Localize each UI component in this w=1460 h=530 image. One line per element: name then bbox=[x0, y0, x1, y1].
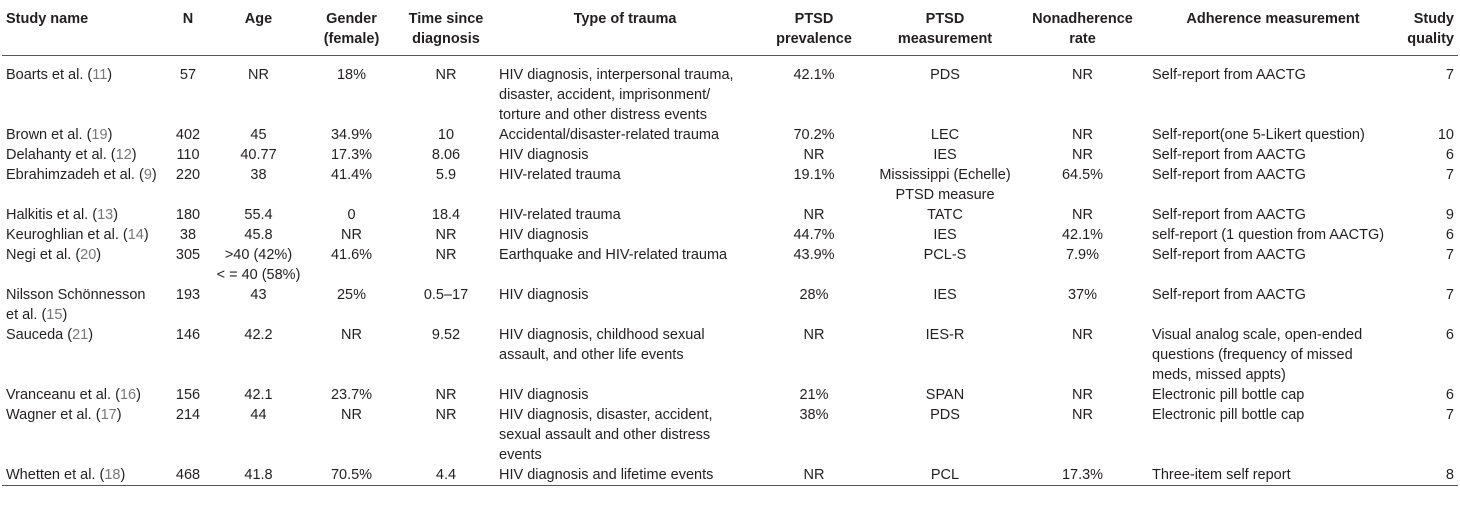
cell-n: 305 bbox=[175, 247, 201, 263]
cell-ptsd-measurement: PDS bbox=[930, 407, 960, 423]
reference-close-paren: ) bbox=[136, 387, 141, 403]
cell-n: 214 bbox=[175, 407, 201, 423]
table-row bbox=[2, 285, 1458, 325]
cell-time-since-diagnosis: 5.9 bbox=[435, 167, 457, 183]
cell-age: 38 bbox=[250, 167, 267, 183]
reference-close-paren: ) bbox=[131, 147, 137, 163]
cell-n: 220 bbox=[175, 167, 201, 183]
study-name-text: Wagner et al. ( bbox=[6, 407, 101, 423]
cell-nonadherence-rate: 64.5% bbox=[1061, 167, 1104, 183]
cell-time-since-diagnosis: NR bbox=[435, 387, 457, 403]
cell-type-of-trauma: Earthquake and HIV-related trauma bbox=[499, 247, 728, 263]
cell-ptsd-measurement: Mississippi (Echelle) PTSD measure bbox=[879, 167, 1011, 203]
reference-close-paren: ) bbox=[62, 307, 68, 323]
cell-time-since-diagnosis: NR bbox=[435, 247, 457, 263]
cell-gender: 41.6% bbox=[330, 247, 373, 263]
cell-time-since-diagnosis: 9.52 bbox=[431, 327, 461, 343]
cell-study-name bbox=[2, 225, 165, 245]
cell-gender: NR bbox=[341, 327, 362, 343]
cell-n: 57 bbox=[179, 67, 197, 83]
cell-study-quality: 6 bbox=[1445, 327, 1454, 343]
cell-n: 146 bbox=[175, 327, 201, 343]
reference-link[interactable]: 13 bbox=[97, 207, 114, 223]
reference-link[interactable]: 9 bbox=[143, 167, 152, 183]
reference-link[interactable]: 15 bbox=[46, 307, 63, 323]
cell-nonadherence-rate: NR bbox=[1072, 147, 1093, 163]
reference-link[interactable]: 11 bbox=[92, 67, 108, 83]
cell-ptsd-measurement: IES bbox=[933, 227, 957, 243]
cell-gender: 70.5% bbox=[330, 467, 373, 483]
study-name-text: Whetten et al. ( bbox=[6, 467, 105, 483]
cell-study-name bbox=[2, 125, 165, 145]
reference-close-paren: ) bbox=[113, 207, 119, 223]
cell-nonadherence-rate: 37% bbox=[1067, 287, 1098, 303]
cell-ptsd-measurement: SPAN bbox=[925, 387, 965, 403]
cell-time-since-diagnosis: 18.4 bbox=[431, 207, 461, 223]
cell-age: 44 bbox=[250, 407, 267, 423]
reference-close-paren: ) bbox=[116, 407, 122, 423]
cell-study-quality: 7 bbox=[1445, 167, 1454, 183]
reference-link[interactable]: 12 bbox=[115, 147, 132, 163]
cell-study-name bbox=[2, 165, 165, 205]
cell-n: 402 bbox=[175, 127, 201, 143]
cell-ptsd-measurement: TATC bbox=[927, 207, 963, 223]
cell-ptsd-prevalence: NR bbox=[803, 147, 825, 163]
cell-nonadherence-rate: NR bbox=[1072, 327, 1093, 343]
cell-study-quality: 6 bbox=[1445, 387, 1454, 403]
cell-nonadherence-rate: NR bbox=[1072, 407, 1093, 423]
cell-type-of-trauma: HIV diagnosis and lifetime events bbox=[499, 467, 714, 483]
cell-study-name bbox=[2, 465, 165, 486]
col-header-time-since-diagnosis: Time since diagnosis bbox=[408, 11, 484, 47]
cell-age: 40.77 bbox=[240, 147, 277, 163]
cell-study-name bbox=[2, 405, 165, 465]
cell-nonadherence-rate: NR bbox=[1072, 207, 1093, 223]
cell-n: 193 bbox=[175, 287, 201, 303]
cell-gender: NR bbox=[341, 407, 362, 423]
cell-time-since-diagnosis: NR bbox=[435, 227, 457, 243]
cell-gender: 17.3% bbox=[330, 147, 373, 163]
table-row bbox=[2, 385, 1458, 405]
cell-study-name bbox=[2, 285, 165, 325]
cell-ptsd-prevalence: 43.9% bbox=[793, 247, 835, 263]
cell-study-quality: 7 bbox=[1445, 407, 1454, 423]
cell-ptsd-measurement: IES bbox=[933, 287, 957, 303]
cell-ptsd-prevalence: 28% bbox=[799, 287, 829, 303]
cell-study-quality: 7 bbox=[1445, 67, 1454, 83]
cell-adherence-measurement: Three-item self report bbox=[1152, 467, 1291, 483]
cell-age: NR bbox=[248, 67, 269, 83]
cell-nonadherence-rate: NR bbox=[1072, 127, 1093, 143]
reference-close-paren: ) bbox=[143, 227, 149, 243]
table-row bbox=[2, 325, 1458, 385]
cell-study-quality: 9 bbox=[1445, 207, 1454, 223]
study-name-text: Brown et al. ( bbox=[6, 127, 92, 143]
cell-time-since-diagnosis: NR bbox=[435, 407, 457, 423]
studies-table bbox=[2, 4, 1458, 486]
reference-link[interactable]: 16 bbox=[119, 387, 137, 403]
cell-age: 45 bbox=[250, 127, 267, 143]
cell-ptsd-prevalence: 38% bbox=[799, 407, 829, 423]
cell-study-quality: 6 bbox=[1445, 147, 1454, 163]
col-header-n: N bbox=[182, 11, 194, 27]
reference-close-paren: ) bbox=[107, 67, 113, 83]
cell-type-of-trauma: Accidental/disaster-related trauma bbox=[499, 127, 720, 143]
cell-type-of-trauma: HIV diagnosis bbox=[499, 147, 589, 163]
study-name-text: Nilsson Schönnesson et al. ( bbox=[6, 287, 146, 323]
cell-type-of-trauma: HIV-related trauma bbox=[499, 167, 621, 183]
table-row bbox=[2, 465, 1458, 486]
table-body bbox=[2, 56, 1458, 486]
cell-study-name bbox=[2, 205, 165, 225]
cell-ptsd-measurement: IES-R bbox=[925, 327, 965, 343]
cell-n: 468 bbox=[175, 467, 201, 483]
reference-close-paren: ) bbox=[107, 127, 113, 143]
cell-ptsd-prevalence: 19.1% bbox=[793, 167, 835, 183]
cell-type-of-trauma: HIV diagnosis, disaster, accident, sexual assault and other distress events bbox=[499, 407, 713, 463]
study-name-text: Vranceanu et al. ( bbox=[6, 387, 120, 403]
cell-nonadherence-rate: 17.3% bbox=[1061, 467, 1104, 483]
cell-adherence-measurement: Self-report from AACTG bbox=[1152, 247, 1306, 263]
cell-n: 156 bbox=[175, 387, 201, 403]
cell-nonadherence-rate: 7.9% bbox=[1065, 247, 1100, 263]
cell-type-of-trauma: HIV diagnosis bbox=[499, 287, 589, 303]
cell-adherence-measurement: Self-report from AACTG bbox=[1152, 147, 1306, 163]
cell-adherence-measurement: Self-report from AACTG bbox=[1152, 167, 1306, 183]
cell-ptsd-measurement: LEC bbox=[930, 127, 960, 143]
cell-gender: 34.9% bbox=[330, 127, 373, 143]
col-header-ptsd-prevalence: PTSD prevalence bbox=[776, 11, 852, 47]
table-header bbox=[2, 4, 1458, 56]
cell-gender: 41.4% bbox=[330, 167, 373, 183]
cell-time-since-diagnosis: 10 bbox=[437, 127, 455, 143]
reference-close-paren: ) bbox=[96, 247, 102, 263]
cell-time-since-diagnosis: NR bbox=[435, 67, 457, 83]
table-row bbox=[2, 165, 1458, 205]
study-name-text: Delahanty et al. ( bbox=[6, 147, 116, 163]
cell-age: 43 bbox=[250, 287, 267, 303]
cell-adherence-measurement: Self-report(one 5-Likert question) bbox=[1152, 127, 1365, 143]
col-header-study-name: Study name bbox=[6, 11, 89, 27]
cell-time-since-diagnosis: 0.5–17 bbox=[423, 287, 469, 303]
table-row bbox=[2, 405, 1458, 465]
table-row bbox=[2, 145, 1458, 165]
cell-gender: NR bbox=[341, 227, 362, 243]
cell-study-name bbox=[2, 145, 165, 165]
reference-close-paren: ) bbox=[88, 327, 94, 343]
cell-nonadherence-rate: NR bbox=[1072, 387, 1093, 403]
cell-ptsd-measurement: PCL-S bbox=[923, 247, 967, 263]
cell-n: 110 bbox=[176, 147, 200, 163]
cell-n: 180 bbox=[175, 207, 201, 223]
cell-ptsd-measurement: PDS bbox=[930, 67, 960, 83]
cell-gender: 23.7% bbox=[330, 387, 373, 403]
study-name-text: Ebrahimzadeh et al. ( bbox=[6, 167, 144, 183]
cell-adherence-measurement: Visual analog scale, open-ended questions (frequency of missed meds, missed appts) bbox=[1152, 327, 1363, 383]
cell-time-since-diagnosis: 4.4 bbox=[435, 467, 457, 483]
reference-link[interactable]: 21 bbox=[72, 327, 89, 343]
col-header-age: Age bbox=[244, 11, 273, 27]
cell-n: 38 bbox=[179, 227, 197, 243]
cell-adherence-measurement: Self-report from AACTG bbox=[1152, 287, 1306, 303]
col-header-nonadherence-rate: Nonadherence rate bbox=[1032, 11, 1133, 47]
reference-link[interactable]: 14 bbox=[127, 227, 144, 243]
cell-ptsd-measurement: PCL bbox=[930, 467, 960, 483]
col-header-adherence-measurement: Adherence measurement bbox=[1186, 11, 1360, 27]
cell-age: 41.8 bbox=[244, 467, 273, 483]
cell-study-name bbox=[2, 385, 165, 405]
cell-ptsd-prevalence: NR bbox=[803, 327, 825, 343]
cell-type-of-trauma: HIV diagnosis, interpersonal trauma, disaster, accident, imprisonment/ torture and other distress events bbox=[499, 67, 734, 123]
cell-ptsd-prevalence: NR bbox=[803, 467, 825, 483]
cell-nonadherence-rate: 42.1% bbox=[1061, 227, 1104, 243]
cell-study-quality: 8 bbox=[1445, 467, 1454, 483]
cell-ptsd-prevalence: 70.2% bbox=[793, 127, 835, 143]
cell-study-name bbox=[2, 245, 165, 285]
cell-study-quality: 10 bbox=[1437, 127, 1454, 143]
cell-type-of-trauma: HIV diagnosis bbox=[499, 387, 589, 403]
reference-close-paren: ) bbox=[151, 167, 157, 183]
cell-age: 42.2 bbox=[244, 327, 273, 343]
cell-time-since-diagnosis: 8.06 bbox=[431, 147, 461, 163]
cell-nonadherence-rate: NR bbox=[1072, 67, 1093, 83]
cell-ptsd-prevalence: NR bbox=[803, 207, 825, 223]
table-row bbox=[2, 56, 1458, 126]
col-header-study-quality: Study quality bbox=[1407, 11, 1454, 47]
cell-type-of-trauma: HIV diagnosis, childhood sexual assault, and other life events bbox=[499, 327, 705, 363]
col-header-ptsd-measurement: PTSD measurement bbox=[897, 11, 993, 47]
cell-ptsd-measurement: IES bbox=[933, 147, 957, 163]
reference-link[interactable]: 19 bbox=[91, 127, 108, 143]
cell-age: 42.1 bbox=[244, 387, 273, 403]
cell-study-quality: 7 bbox=[1445, 247, 1454, 263]
reference-close-paren: ) bbox=[120, 467, 126, 483]
cell-adherence-measurement: Electronic pill bottle cap bbox=[1152, 387, 1305, 403]
cell-type-of-trauma: HIV diagnosis bbox=[499, 227, 589, 243]
cell-adherence-measurement: Electronic pill bottle cap bbox=[1152, 407, 1305, 423]
cell-study-quality: 7 bbox=[1445, 287, 1454, 303]
reference-link[interactable]: 17 bbox=[100, 407, 117, 423]
cell-age: >40 (42%) < = 40 (58%) bbox=[216, 247, 301, 283]
table-row bbox=[2, 245, 1458, 285]
reference-link[interactable]: 18 bbox=[104, 467, 121, 483]
cell-gender: 25% bbox=[336, 287, 367, 303]
cell-adherence-measurement: Self-report from AACTG bbox=[1152, 207, 1306, 223]
cell-gender: 0 bbox=[347, 207, 356, 223]
col-header-gender: Gender (female) bbox=[323, 11, 380, 47]
table-row bbox=[2, 125, 1458, 145]
study-name-text: Negi et al. ( bbox=[6, 247, 81, 263]
cell-study-name bbox=[2, 56, 165, 126]
cell-ptsd-prevalence: 44.7% bbox=[793, 227, 835, 243]
study-name-text: Keuroghlian et al. ( bbox=[6, 227, 128, 243]
cell-age: 55.4 bbox=[244, 207, 273, 223]
cell-age: 45.8 bbox=[244, 227, 273, 243]
col-header-type-of-trauma: Type of trauma bbox=[573, 11, 677, 27]
study-name-text: Sauceda ( bbox=[6, 327, 73, 343]
cell-study-quality: 6 bbox=[1445, 227, 1454, 243]
study-name-text: Halkitis et al. ( bbox=[6, 207, 98, 223]
study-name-text: Boarts et al. ( bbox=[6, 67, 93, 83]
cell-study-name bbox=[2, 325, 165, 385]
cell-ptsd-prevalence: 42.1% bbox=[793, 67, 835, 83]
cell-adherence-measurement: Self-report from AACTG bbox=[1152, 67, 1306, 83]
cell-type-of-trauma: HIV-related trauma bbox=[499, 207, 621, 223]
header-row bbox=[2, 4, 1458, 56]
table-row bbox=[2, 225, 1458, 245]
cell-ptsd-prevalence: 21% bbox=[799, 387, 829, 403]
cell-adherence-measurement: self-report (1 question from AACTG) bbox=[1152, 227, 1385, 243]
cell-gender: 18% bbox=[336, 67, 367, 83]
table-row bbox=[2, 205, 1458, 225]
reference-link[interactable]: 20 bbox=[80, 247, 97, 263]
